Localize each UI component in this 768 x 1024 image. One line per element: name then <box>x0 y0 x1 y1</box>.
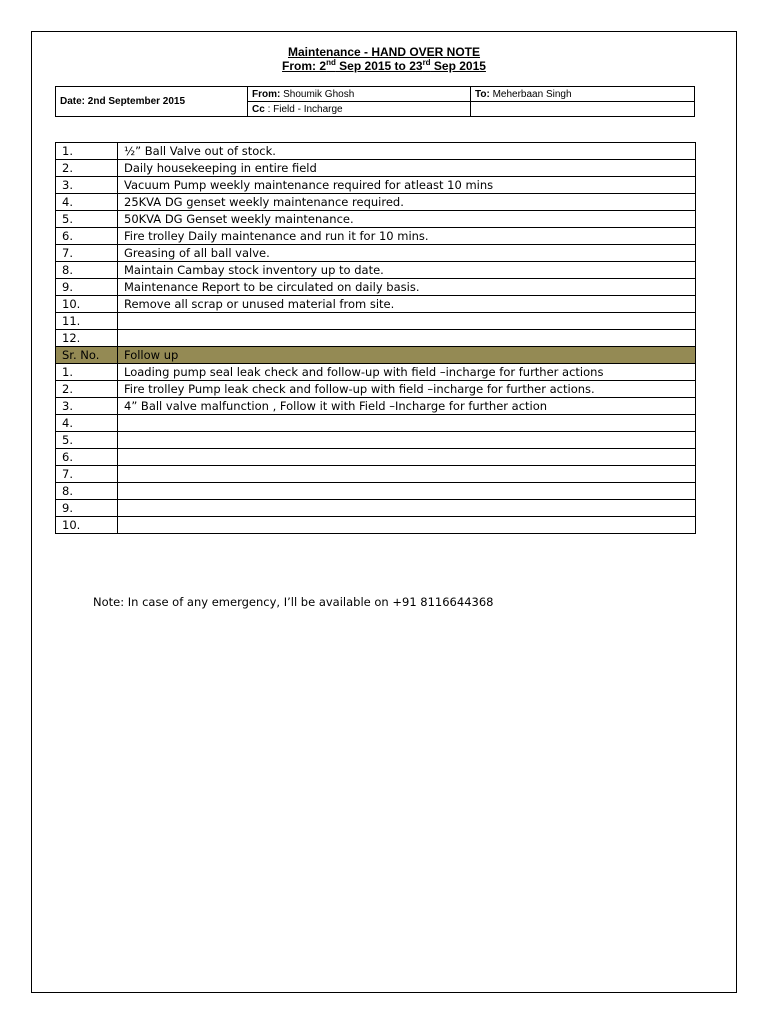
task-row <box>56 228 696 245</box>
followup-row <box>56 432 696 449</box>
serial-number-cell: 4. <box>56 415 118 432</box>
serial-number-cell: 3. <box>56 398 118 415</box>
serial-number-cell: 10. <box>56 517 118 534</box>
serial-number-cell: Sr. No. <box>56 347 118 364</box>
followup-row <box>56 500 696 517</box>
header-table <box>55 86 695 117</box>
tasks-table <box>55 142 696 534</box>
description-cell: Vacuum Pump weekly maintenance required for atleast 10 mins <box>118 177 696 194</box>
date-cell: Date: 2nd September 2015 <box>56 87 248 117</box>
serial-number-cell: 2. <box>56 381 118 398</box>
task-row <box>56 330 696 347</box>
followup-row <box>56 415 696 432</box>
serial-number-cell: 8. <box>56 483 118 500</box>
followup-row <box>56 381 696 398</box>
description-cell: Maintain Cambay stock inventory up to date. <box>118 262 696 279</box>
followup-row <box>56 364 696 381</box>
serial-number-cell: 10. <box>56 296 118 313</box>
serial-number-cell: 1. <box>56 143 118 160</box>
serial-number-cell: 2. <box>56 160 118 177</box>
to-cell: To: Meherbaan Singh <box>471 87 695 102</box>
description-cell <box>118 466 696 483</box>
task-row <box>56 143 696 160</box>
description-cell <box>118 415 696 432</box>
serial-number-cell: 11. <box>56 313 118 330</box>
description-cell: 25KVA DG genset weekly maintenance required. <box>118 194 696 211</box>
cc-cell: Cc : Field - Incharge <box>248 102 471 117</box>
description-cell: Daily housekeeping in entire field <box>118 160 696 177</box>
description-cell: 50KVA DG Genset weekly maintenance. <box>118 211 696 228</box>
description-cell: ½” Ball Valve out of stock. <box>118 143 696 160</box>
serial-number-cell: 7. <box>56 245 118 262</box>
serial-number-cell: 3. <box>56 177 118 194</box>
description-cell: 4” Ball valve malfunction , Follow it with Field –Incharge for further action <box>118 398 696 415</box>
followup-row <box>56 483 696 500</box>
task-row <box>56 245 696 262</box>
description-cell <box>118 432 696 449</box>
task-row <box>56 177 696 194</box>
serial-number-cell: 9. <box>56 500 118 517</box>
followup-header-row <box>56 347 696 364</box>
serial-number-cell: 5. <box>56 211 118 228</box>
description-cell: Remove all scrap or unused material from site. <box>118 296 696 313</box>
description-cell <box>118 313 696 330</box>
description-cell <box>118 449 696 466</box>
followup-row <box>56 398 696 415</box>
serial-number-cell: 9. <box>56 279 118 296</box>
description-cell: Fire trolley Daily maintenance and run it for 10 mins. <box>118 228 696 245</box>
serial-number-cell: 7. <box>56 466 118 483</box>
description-cell <box>118 517 696 534</box>
description-cell: Fire trolley Pump leak check and follow-up with field –incharge for further actions. <box>118 381 696 398</box>
description-cell: Loading pump seal leak check and follow-up with field –incharge for further actions <box>118 364 696 381</box>
document-title: Maintenance - HAND OVER NOTE <box>287 45 481 59</box>
description-cell: Maintenance Report to be circulated on daily basis. <box>118 279 696 296</box>
serial-number-cell: 4. <box>56 194 118 211</box>
serial-number-cell: 12. <box>56 330 118 347</box>
from-cell: From: Shoumik Ghosh <box>248 87 471 102</box>
task-row <box>56 296 696 313</box>
serial-number-cell: 8. <box>56 262 118 279</box>
serial-number-cell: 5. <box>56 432 118 449</box>
serial-number-cell: 1. <box>56 364 118 381</box>
description-cell <box>118 330 696 347</box>
date-range-title: From: 2nd Sep 2015 to 23rd Sep 2015 <box>282 58 486 73</box>
empty-cell <box>471 102 695 117</box>
followup-row <box>56 449 696 466</box>
description-cell <box>118 483 696 500</box>
serial-number-cell: 6. <box>56 449 118 466</box>
task-row <box>56 194 696 211</box>
followup-row <box>56 517 696 534</box>
emergency-note: Note: In case of any emergency, I’ll be available on +91 8116644368 <box>93 595 494 609</box>
task-row <box>56 211 696 228</box>
description-cell: Greasing of all ball valve. <box>118 245 696 262</box>
description-cell: Follow up <box>118 347 696 364</box>
description-cell <box>118 500 696 517</box>
followup-row <box>56 466 696 483</box>
task-row <box>56 313 696 330</box>
task-row <box>56 262 696 279</box>
task-row <box>56 160 696 177</box>
task-row <box>56 279 696 296</box>
serial-number-cell: 6. <box>56 228 118 245</box>
